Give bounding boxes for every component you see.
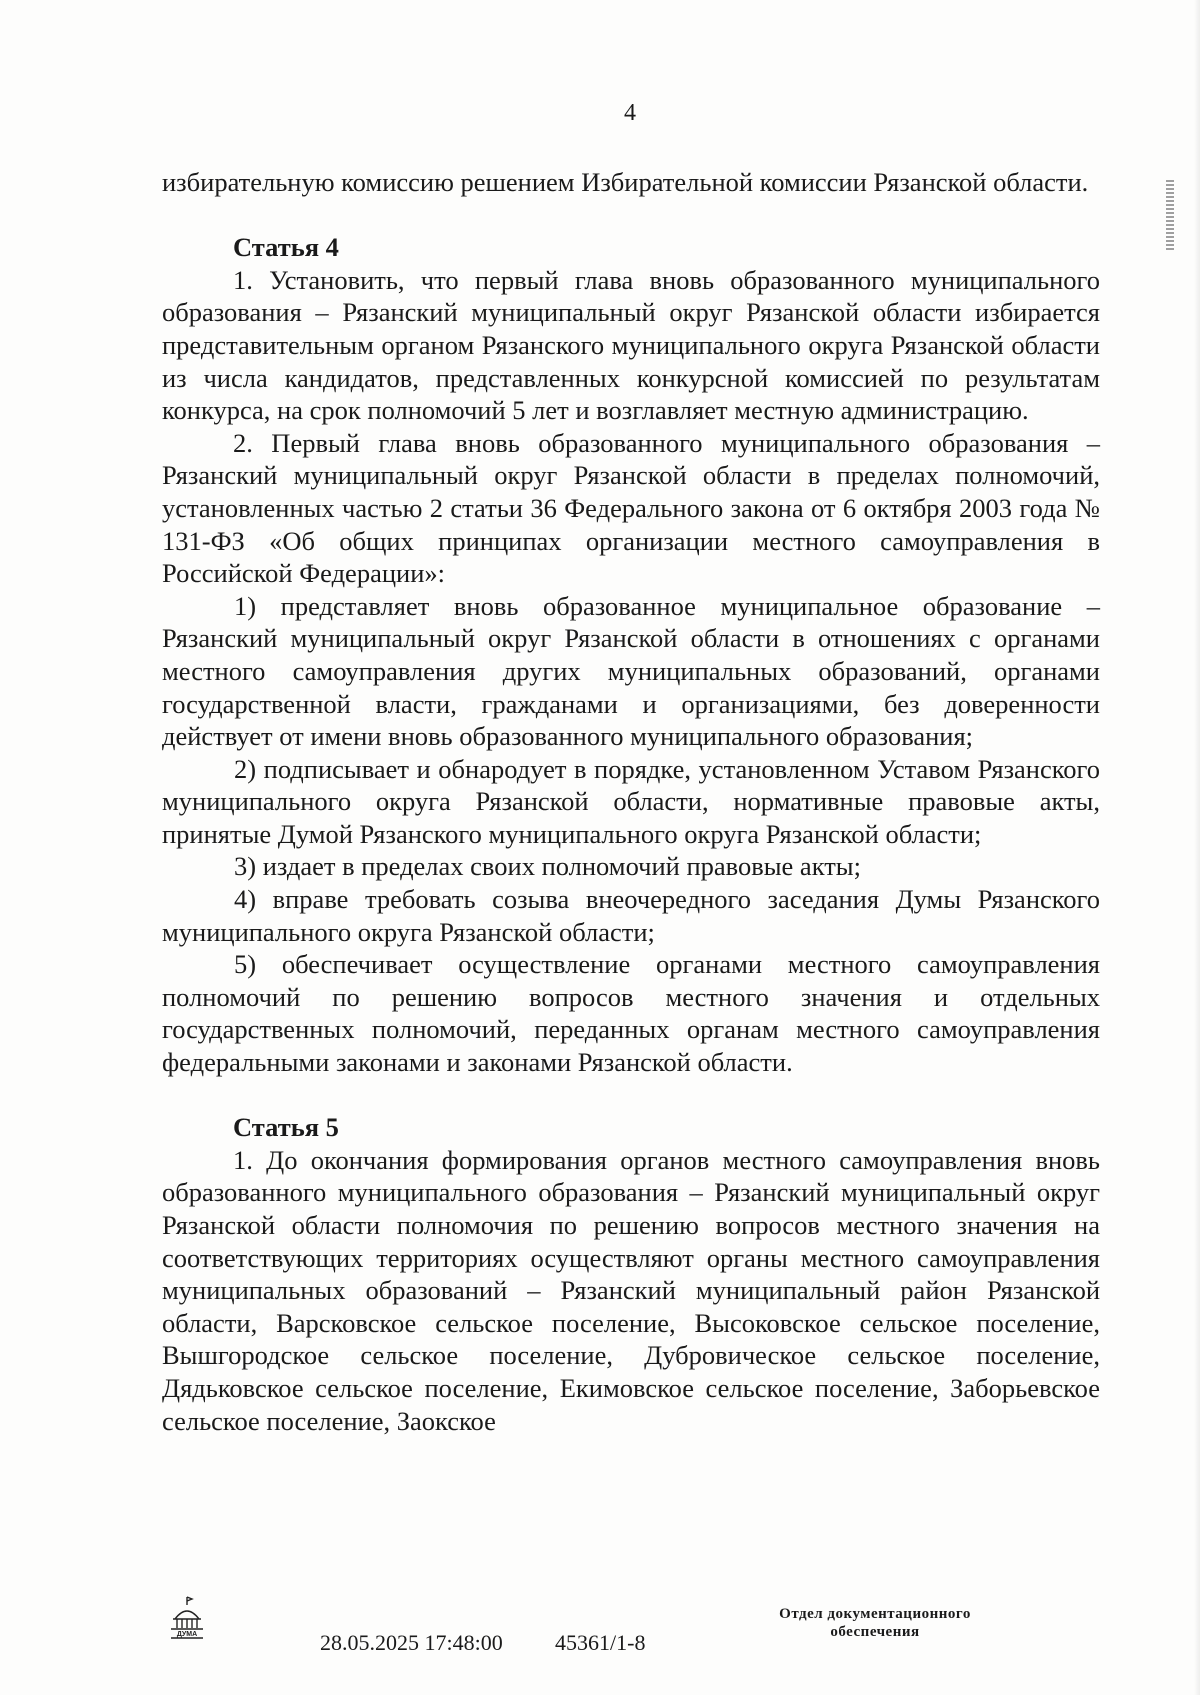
page-number: 4 [624,100,636,126]
scan-mark [1166,180,1174,250]
department-stamp [720,1605,1030,1641]
article-4-item-3: 3) издает в пределах своих полномочий правовые акты; [234,851,861,882]
spacer [162,199,1100,232]
article-5-clause-1: 1. До окончания формирования органов местного самоуправления вновь образованного муниципального образования – Рязанский муниципальный округ Рязанской области полномочия по решению вопросов местного значения на соответствующих территориях осуществляют органы местного самоуправления муниципальных образований – Рязанский муниципальный район Рязанской области, Варсковское сельское поселение, Высоковское сельское поселение, Вышгородское сельское поселение, Дубровическое сельское поселение, Дядьковское сельское поселение, Екимовское сельское поселение, Заборьевское сельское поселение, Заокское [162,1144,1100,1436]
duma-logo-text: ДУМА [176,1631,198,1638]
footer-document-number: 45361/1-8 [555,1630,646,1655]
spacer [162,1079,1100,1112]
duma-logo-icon [168,1595,206,1639]
article-4-clause-2: 2. Первый глава вновь образованного муниципального образования – Рязанский муниципальный округ Рязанской области в пределах полномочий, установленных частью 2 статьи 36 Федерального закона от 6 октября 2003 года № 131-ФЗ «Об общих принципах организации местного самоуправления в Российской Федерации»: [162,427,1100,589]
paragraph-continuation: избирательную комиссию решением Избирательной комиссии Рязанской области. [162,167,1089,197]
stamp-line-1: Отдел документационного [779,1606,971,1622]
article-4-item-4: 4) вправе требовать созыва внеочередного заседания Думы Рязанского муниципального округа Рязанской области; [162,884,1100,947]
article-4-item-5: 5) обеспечивает осуществление органами местного самоуправления полномочий по решению вопросов местного значения и отдельных государственных полномочий, переданных органам местного самоуправления федеральными законами и законами Рязанской области. [162,949,1100,1078]
article-4-item-2: 2) подписывает и обнародует в порядке, установленном Уставом Рязанского муниципального округа Рязанской области, нормативные правовые акты, принятые Думой Рязанского муниципального округа Рязанской области; [162,753,1100,849]
document-body [162,166,1100,1437]
article-4-clause-1: 1. Установить, что первый глава вновь образованного муниципального образования – Рязанский муниципальный округ Рязанской области избирается представительным органом Рязанского муниципального округа Рязанской области из числа кандидатов, представленных конкурсной комиссией по результатам конкурса, на срок полномочий 5 лет и возглавляет местную администрацию. [162,264,1100,426]
article-4-item-1: 1) представляет вновь образованное муниципальное образование – Рязанский муниципальный округ Рязанской области в отношениях с органами местного самоуправления других муниципальных образований, органами государственной власти, гражданами и организациями, без доверенности действует от имени вновь образованного муниципального образования; [162,590,1100,752]
stamp-line-2: обеспечения [830,1624,920,1640]
article-5-heading: Статья 5 [233,1112,339,1143]
scan-edge-shadow [1194,0,1200,1695]
article-4-heading: Статья 4 [233,232,339,263]
footer-timestamp: 28.05.2025 17:48:00 [320,1630,503,1655]
